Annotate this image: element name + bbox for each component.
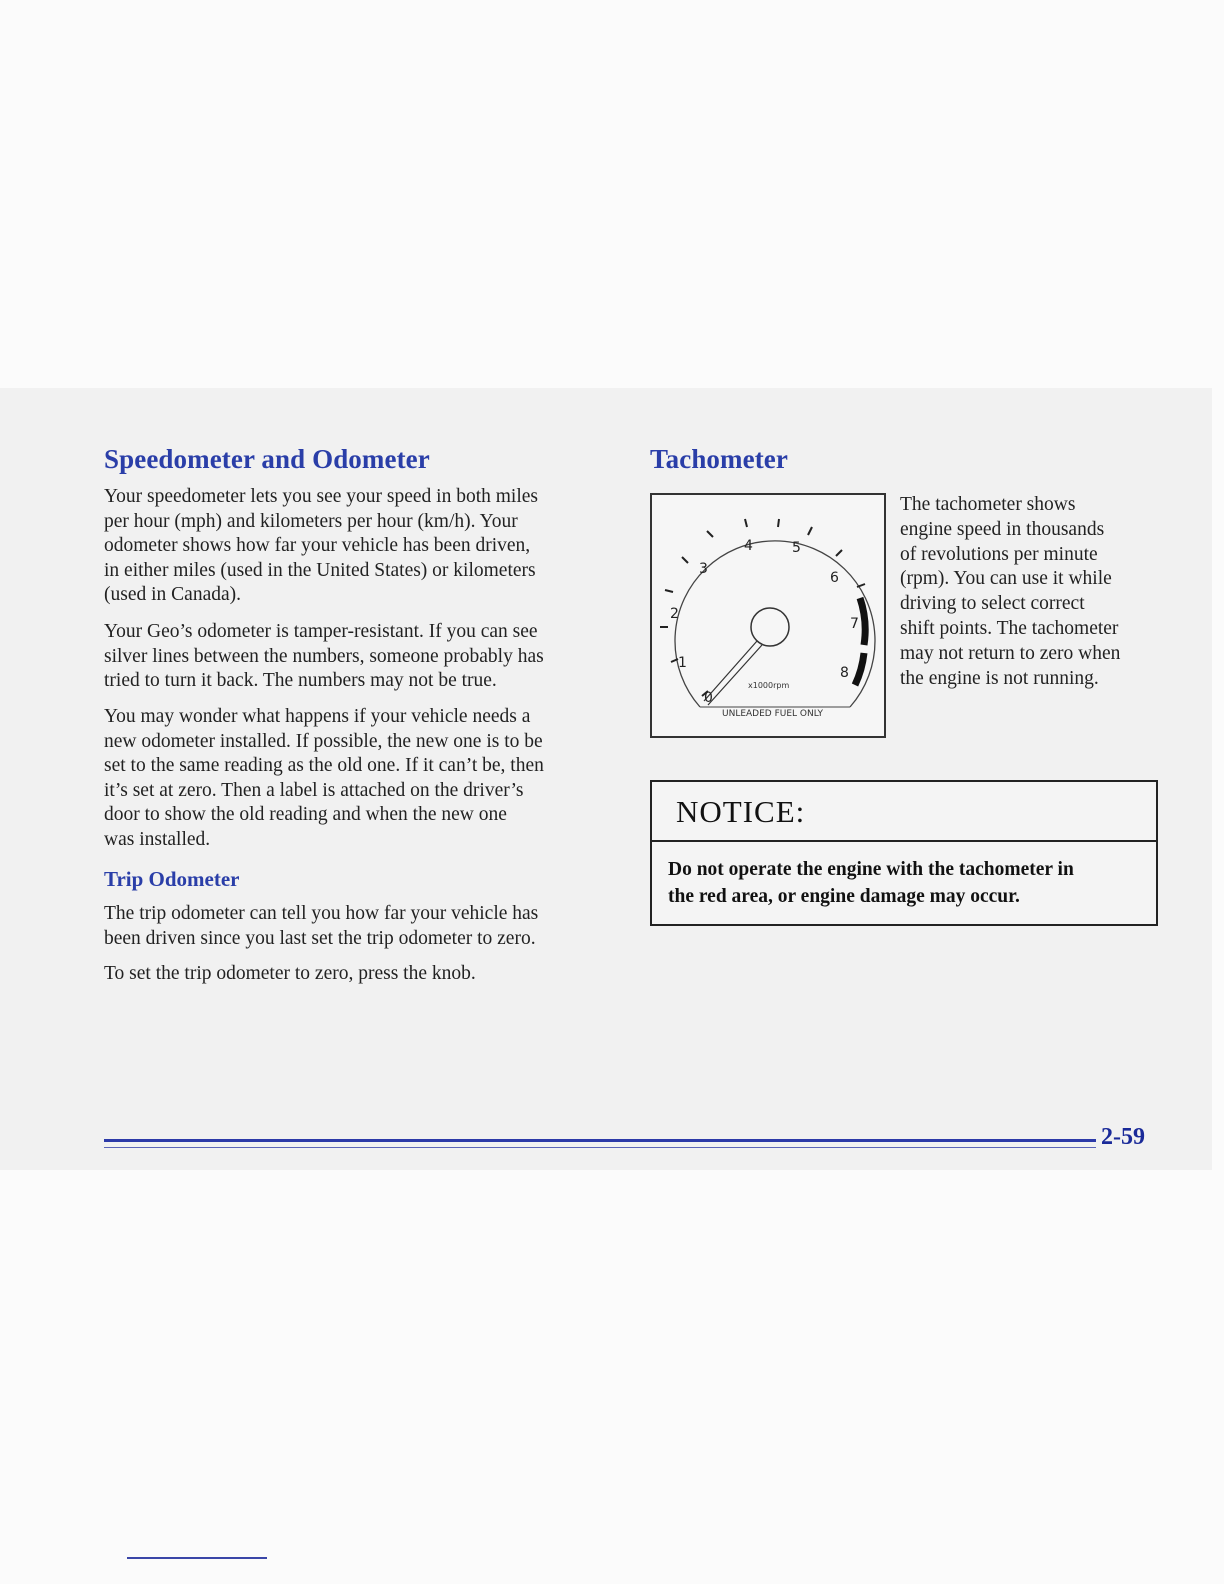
footer-rule: [104, 1139, 1096, 1142]
speedometer-heading: Speedometer and Odometer: [104, 444, 430, 474]
notice-title: NOTICE:: [676, 794, 806, 829]
dial-number: 4: [744, 538, 753, 554]
dial-number: 3: [699, 561, 708, 577]
dial-number: 7: [850, 616, 859, 632]
rpm-unit-label: x1000rpm: [748, 681, 790, 690]
speedometer-paragraph: Your speedometer lets you see your speed in both miles per hour (mph) and kilometers per hour (km/h). Your odometer shows how far your vehicle has been driven, in either miles (used in the United States) or kilometers (used in Canada).: [104, 486, 538, 606]
fuel-label: UNLEADED FUEL ONLY: [722, 709, 824, 719]
tamper-paragraph: Your Geo’s odometer is tamper-resistant. If you can see silver lines between the numbers, someone probably has tried to turn it back. The numbers may not be true.: [104, 621, 544, 692]
tachometer-heading: Tachometer: [650, 444, 788, 474]
redline-zone-1: [860, 598, 865, 645]
notice-body: Do not operate the engine with the tachometer in the red area, or engine damage may occur.: [668, 859, 1074, 907]
dial-ticks: [660, 519, 865, 696]
dial-number: 1: [678, 655, 687, 671]
trip-reset-paragraph: To set the trip odometer to zero, press the knob.: [104, 963, 476, 984]
dial-number: 0: [704, 690, 713, 706]
new-odometer-paragraph: You may wonder what happens if your vehicle needs a new odometer installed. If possible, the new one is to be set to the same reading as the old one. If it can’t be, then it’s set at zero. Then a label is attached on the driver’s door to show the old reading and when the new one was installed.: [104, 706, 544, 850]
needle-hub: [751, 608, 789, 646]
dial-number: 5: [792, 540, 801, 556]
trip-paragraph: The trip odometer can tell you how far your vehicle has been driven since you last set the trip odometer to zero.: [104, 903, 539, 949]
tachometer-illustration: [650, 493, 886, 738]
page-number: 2-59: [1101, 1124, 1145, 1150]
dial-number: 8: [840, 665, 849, 681]
footer-rule-thin: [104, 1147, 1096, 1148]
dial-number: 6: [830, 570, 839, 586]
trip-odometer-heading: Trip Odometer: [104, 867, 240, 891]
tachometer-gauge: [652, 495, 888, 740]
notice-box: [650, 780, 1158, 926]
redline-zone-2: [855, 653, 864, 685]
notice-header: [652, 782, 1156, 842]
tachometer-description: The tachometer shows engine speed in thousands of revolutions per minute (rpm). You can use it while driving to select correct shift points. The tachometer may not return to zero when the engine is not running.: [900, 494, 1121, 689]
bottom-rule: [127, 1557, 267, 1559]
dial-number: 2: [670, 606, 679, 622]
